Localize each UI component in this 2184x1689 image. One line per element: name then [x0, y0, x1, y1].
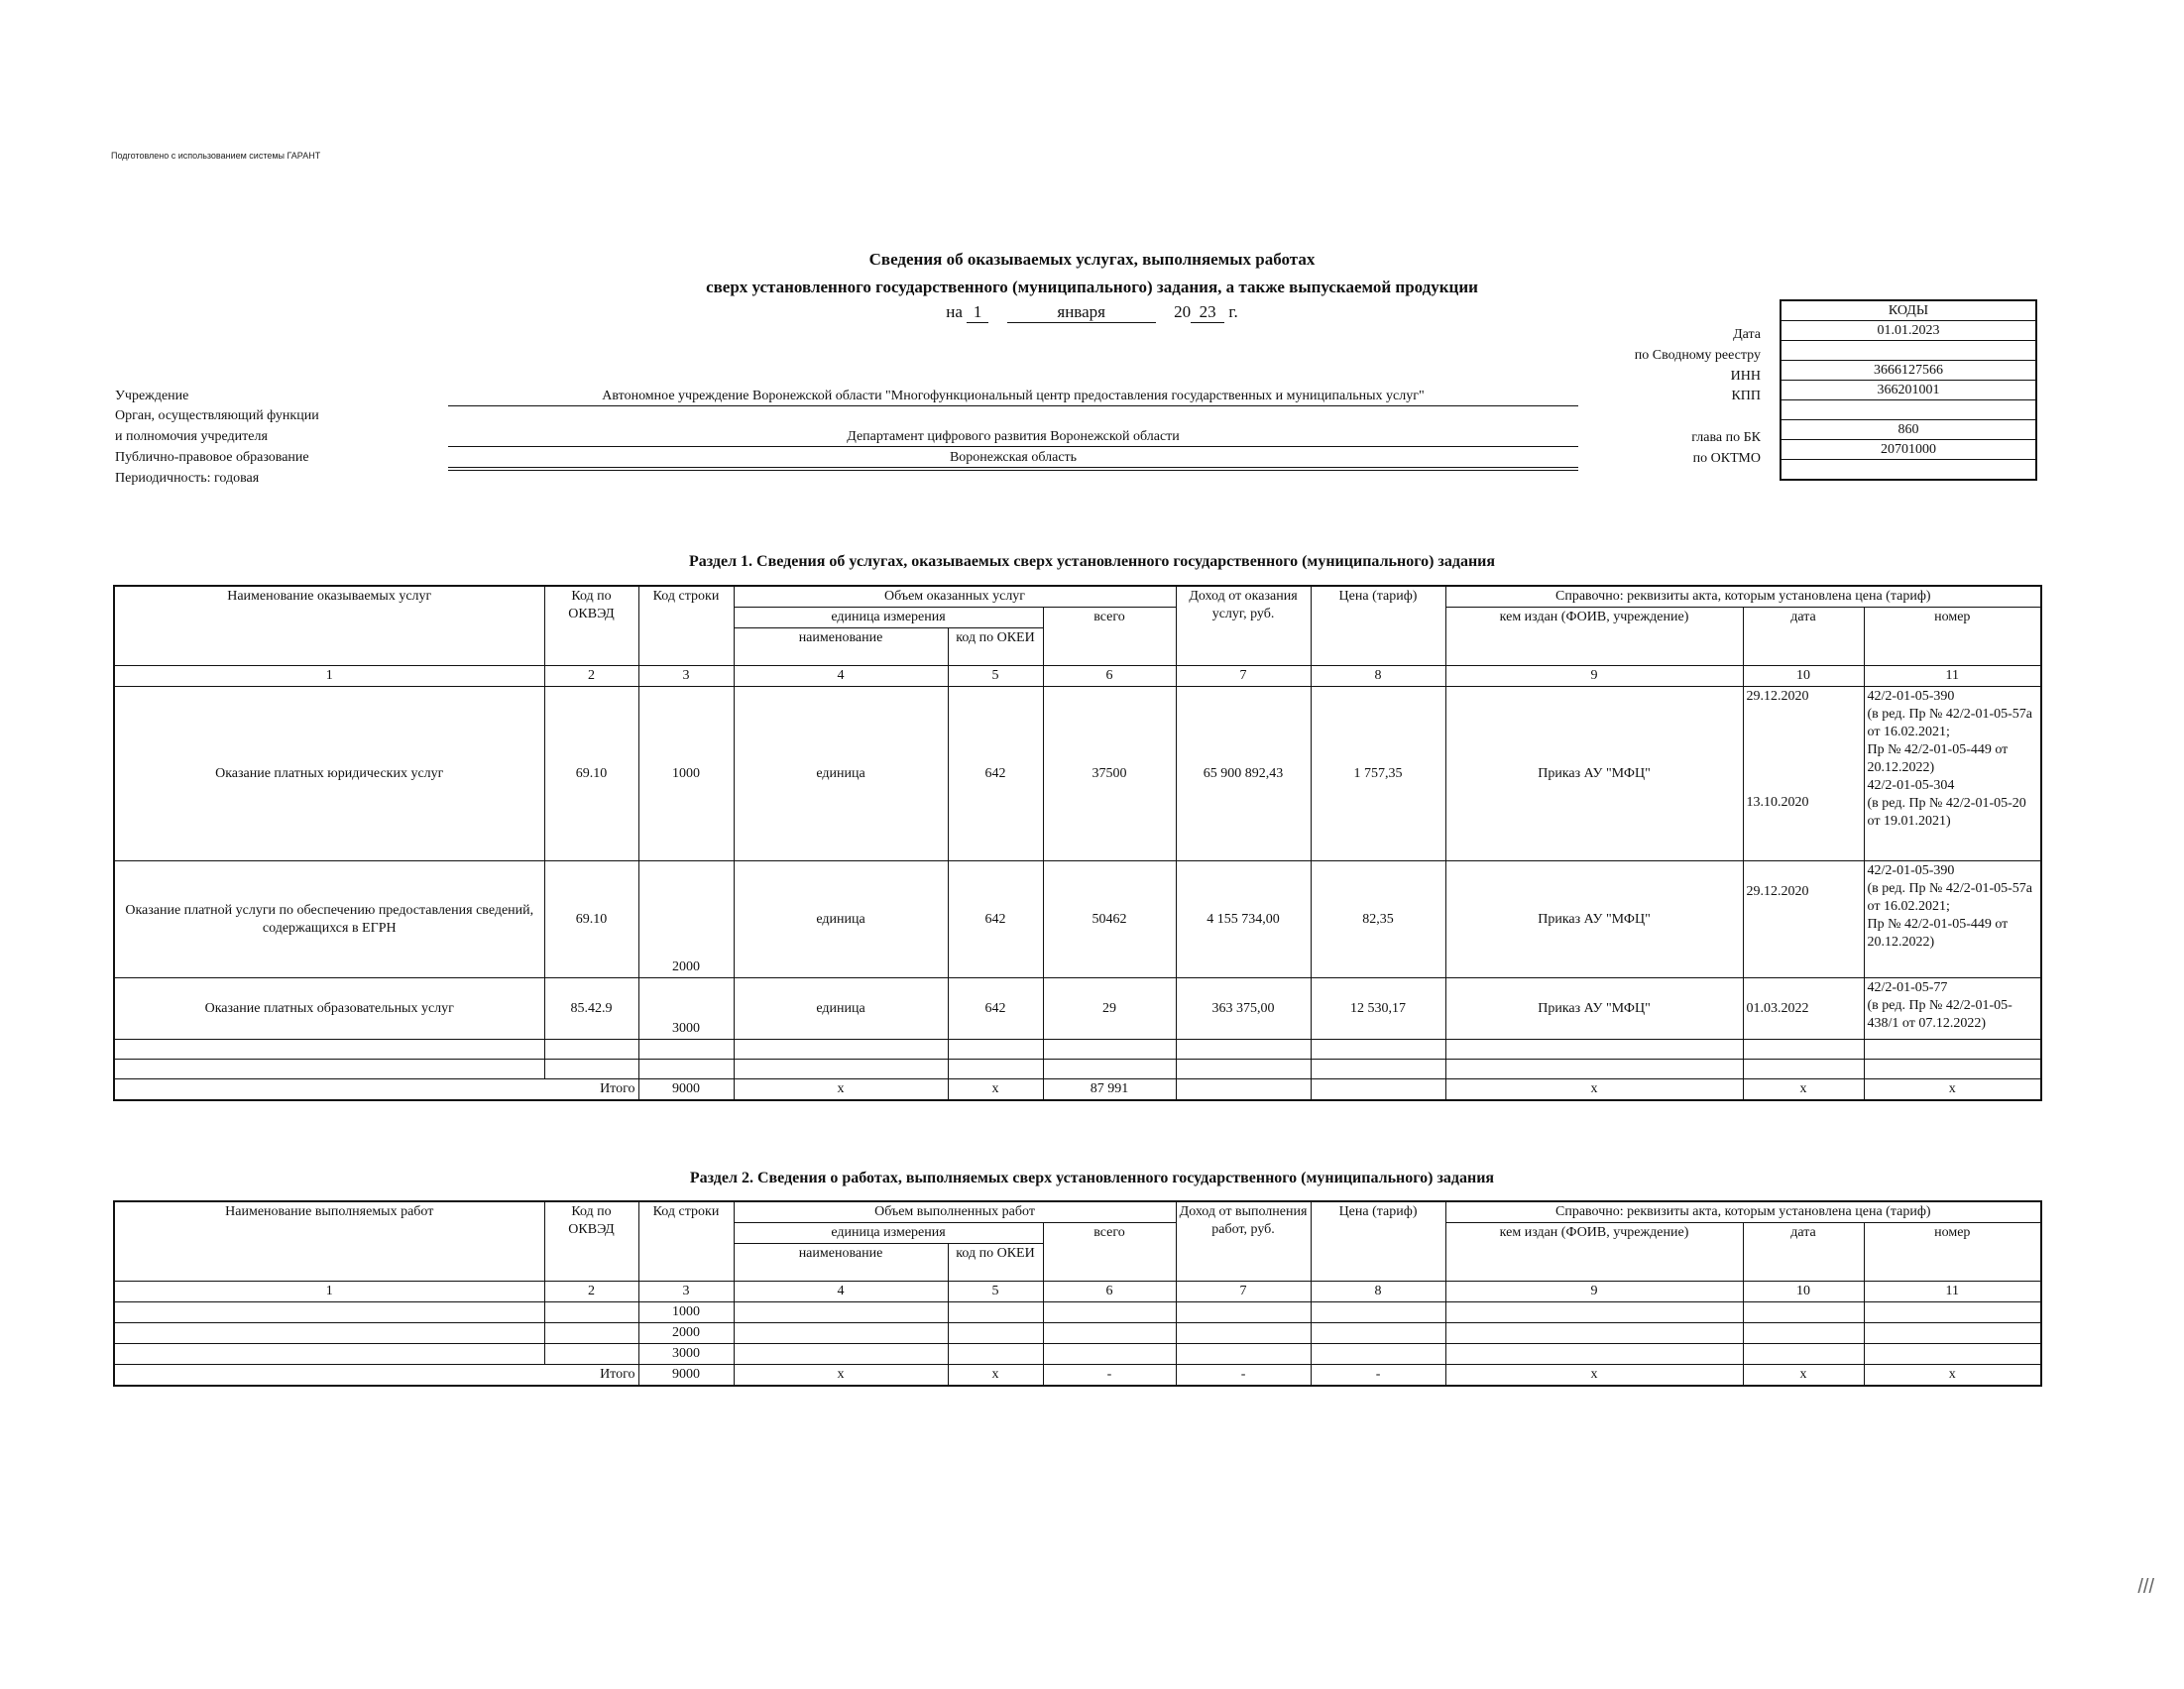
- s1-total-unit: х: [734, 1079, 948, 1101]
- organ-label-1: Орган, осуществляющий функции: [115, 408, 319, 423]
- s1-row2-price: 82,35: [1311, 861, 1445, 978]
- doc-title-line1: Сведения об оказываемых услугах, выполняемых работах: [868, 250, 1316, 269]
- s2-row2-code: 2000: [638, 1323, 734, 1344]
- bk-label: глава по БК: [1691, 430, 1761, 445]
- code-bk: 860: [1781, 420, 2036, 440]
- s2-total-issuer: х: [1445, 1365, 1743, 1387]
- s1-row1-number: 42/2-01-05-390 (в ред. Пр № 42/2-01-05-57а от 16.02.2021; Пр № 42/2-01-05-449 от 20.12.2022) 42/2-01-05-304 (в ред. Пр № 42/2-01-05-20 от 19.01.2021): [1864, 687, 2041, 861]
- s2-num: 11: [1864, 1282, 2041, 1302]
- s1-total-row: [114, 1079, 2041, 1101]
- s1-row2-number: 42/2-01-05-390 (в ред. Пр № 42/2-01-05-57а от 16.02.2021; Пр № 42/2-01-05-449 от 20.12.2022): [1864, 861, 2041, 978]
- s2-total-price: -: [1311, 1365, 1445, 1387]
- s1-num: 5: [948, 666, 1043, 687]
- codes-table: [1780, 299, 2037, 481]
- s2-num: 10: [1743, 1282, 1864, 1302]
- s2-num: 1: [114, 1282, 544, 1302]
- s2-total-unit: х: [734, 1365, 948, 1387]
- garant-note: Подготовлено с использованием системы ГАРАНТ: [111, 151, 321, 161]
- s1-row3-number: 42/2-01-05-77 (в ред. Пр № 42/2-01-05-438/1 от 07.12.2022): [1864, 978, 2041, 1040]
- s2-col-numbers: [114, 1282, 2041, 1302]
- blank-underline: [448, 469, 1578, 471]
- s1-row1-date1: 29.12.2020: [1746, 689, 1809, 704]
- s2-total-total: -: [1043, 1365, 1176, 1387]
- s1-h-issuer: кем издан (ФОИВ, учреждение): [1445, 608, 1743, 666]
- s1-row2-okei: 642: [948, 861, 1043, 978]
- s1-num: 8: [1311, 666, 1445, 687]
- s1-row3-okved: 85.42.9: [544, 978, 638, 1040]
- s1-h-okei: код по ОКЕИ: [948, 628, 1043, 666]
- table-row-empty: [114, 1040, 2041, 1060]
- codes-head: КОДЫ: [1781, 300, 2036, 321]
- s2-h-number: номер: [1864, 1223, 2041, 1282]
- table-row: [114, 687, 2041, 861]
- table-row: [114, 1302, 2041, 1323]
- s1-num: 6: [1043, 666, 1176, 687]
- s1-total-price: [1311, 1079, 1445, 1101]
- s1-row3-issuer: Приказ АУ "МФЦ": [1445, 978, 1743, 1040]
- date-year-prefix: 20: [1174, 302, 1192, 321]
- date-prefix: на: [946, 302, 963, 321]
- s2-h-income: Доход от выполнения работ, руб.: [1176, 1201, 1311, 1282]
- s1-row2-income: 4 155 734,00: [1176, 861, 1311, 978]
- s1-row2-total: 50462: [1043, 861, 1176, 978]
- s1-row2-unit: единица: [734, 861, 948, 978]
- s1-h-unit: единица измерения: [734, 608, 1043, 628]
- table-row: [114, 1344, 2041, 1365]
- inn-label: ИНН: [1730, 369, 1761, 384]
- s1-total-issuer: х: [1445, 1079, 1743, 1101]
- table-row: [114, 1323, 2041, 1344]
- s1-total-date: х: [1743, 1079, 1864, 1101]
- s1-num: 9: [1445, 666, 1743, 687]
- s1-row2-code: 2000: [638, 861, 734, 978]
- s1-h-number: номер: [1864, 608, 2041, 666]
- date-year-unit: г.: [1228, 302, 1238, 321]
- s1-row3-price: 12 530,17: [1311, 978, 1445, 1040]
- organ-label-2: и полномочия учредителя: [115, 429, 268, 444]
- section1-table: [113, 585, 2042, 1101]
- s2-h-total: всего: [1043, 1223, 1176, 1282]
- s2-num: 8: [1311, 1282, 1445, 1302]
- s2-h-code: Код строки: [638, 1201, 734, 1282]
- s1-num: 3: [638, 666, 734, 687]
- s1-row3-code: 3000: [638, 978, 734, 1040]
- s1-row1-income: 65 900 892,43: [1176, 687, 1311, 861]
- s2-total-code: 9000: [638, 1365, 734, 1387]
- s1-num: 7: [1176, 666, 1311, 687]
- period-label: Периодичность: годовая: [115, 471, 260, 486]
- s1-row3-unit: единица: [734, 978, 948, 1040]
- s1-h-code: Код строки: [638, 586, 734, 666]
- s1-h-income: Доход от оказания услуг, руб.: [1176, 586, 1311, 666]
- s1-header-row-1: [114, 586, 2041, 608]
- ppo-label: Публично-правовое образование: [115, 450, 309, 465]
- date-month: января: [1007, 302, 1156, 323]
- s1-row1-price: 1 757,35: [1311, 687, 1445, 861]
- ppo-value: Воронежская область: [448, 450, 1578, 468]
- doc-title-line2: сверх установленного государственного (муниципального) задания, а также выпускаемой продукции: [706, 278, 1478, 296]
- s1-total-label: Итого: [114, 1079, 638, 1101]
- code-oktmo: 20701000: [1781, 440, 2036, 460]
- s2-h-ref: Справочно: реквизиты акта, которым установлена цена (тариф): [1445, 1201, 2041, 1223]
- s1-row2-date: 29.12.2020: [1743, 861, 1864, 978]
- s2-h-unit: единица измерения: [734, 1223, 1043, 1244]
- s1-row1-total: 37500: [1043, 687, 1176, 861]
- s2-num: 4: [734, 1282, 948, 1302]
- s2-h-date: дата: [1743, 1223, 1864, 1282]
- code-kpp: 366201001: [1781, 381, 2036, 400]
- s2-h-okei: код по ОКЕИ: [948, 1244, 1043, 1282]
- s1-row1-issuer: Приказ АУ "МФЦ": [1445, 687, 1743, 861]
- s1-row1-okved: 69.10: [544, 687, 638, 861]
- code-empty: [1781, 400, 2036, 420]
- code-reestr: [1781, 341, 2036, 361]
- s1-h-name: Наименование оказываемых услуг: [114, 586, 544, 666]
- s2-total-date: х: [1743, 1365, 1864, 1387]
- s1-row2-okved: 69.10: [544, 861, 638, 978]
- s2-total-label: Итого: [114, 1365, 638, 1387]
- code-date: 01.01.2023: [1781, 321, 2036, 341]
- table-row: [114, 861, 2041, 978]
- s1-row1-code: 1000: [638, 687, 734, 861]
- s1-row1-okei: 642: [948, 687, 1043, 861]
- s1-h-price: Цена (тариф): [1311, 586, 1445, 666]
- s1-row3-name: Оказание платных образовательных услуг: [114, 978, 544, 1040]
- s1-num: 11: [1864, 666, 2041, 687]
- s1-h-okved: Код по ОКВЭД: [544, 586, 638, 666]
- s2-num: 6: [1043, 1282, 1176, 1302]
- oktmo-label: по ОКТМО: [1692, 451, 1761, 466]
- section2-title: Раздел 2. Сведения о работах, выполняемых сверх установленного государственного (муниципального) задания: [689, 1170, 1495, 1186]
- section2-table: [113, 1200, 2042, 1387]
- s2-row1-code: 1000: [638, 1302, 734, 1323]
- s1-row2-name: Оказание платной услуги по обеспечению предоставления сведений, содержащихся в ЕГРН: [114, 861, 544, 978]
- section1-title: Раздел 1. Сведения об услугах, оказываемых сверх установленного государственного (муниципального) задания: [688, 553, 1496, 570]
- s2-h-name: Наименование выполняемых работ: [114, 1201, 544, 1282]
- s2-header-row-1: [114, 1201, 2041, 1223]
- s2-num: 3: [638, 1282, 734, 1302]
- s2-h-volume: Объем выполненных работ: [734, 1201, 1176, 1223]
- s1-row2-issuer: Приказ АУ "МФЦ": [1445, 861, 1743, 978]
- s2-total-income: -: [1176, 1365, 1311, 1387]
- s2-h-unit-name: наименование: [734, 1244, 948, 1282]
- s2-row3-code: 3000: [638, 1344, 734, 1365]
- code-inn: 3666127566: [1781, 361, 2036, 381]
- inst-label: Учреждение: [115, 389, 189, 403]
- s1-h-date: дата: [1743, 608, 1864, 666]
- s2-h-issuer: кем издан (ФОИВ, учреждение): [1445, 1223, 1743, 1282]
- date-label: Дата: [1733, 327, 1761, 342]
- s2-h-price: Цена (тариф): [1311, 1201, 1445, 1282]
- s2-num: 5: [948, 1282, 1043, 1302]
- s1-col-numbers: [114, 666, 2041, 687]
- s1-num: 1: [114, 666, 544, 687]
- s1-total-okei: х: [948, 1079, 1043, 1101]
- s1-row3-total: 29: [1043, 978, 1176, 1040]
- s1-total-total: 87 991: [1043, 1079, 1176, 1101]
- code-empty-2: [1781, 460, 2036, 481]
- s2-total-row: [114, 1365, 2041, 1387]
- s1-num: 4: [734, 666, 948, 687]
- s1-row3-income: 363 375,00: [1176, 978, 1311, 1040]
- s1-row1-unit: единица: [734, 687, 948, 861]
- s1-h-unit-name: наименование: [734, 628, 948, 666]
- kpp-label: КПП: [1731, 389, 1761, 403]
- s1-h-volume: Объем оказанных услуг: [734, 586, 1176, 608]
- s1-h-total: всего: [1043, 608, 1176, 666]
- s1-row1-date2: 13.10.2020: [1746, 795, 1809, 810]
- s2-num: 7: [1176, 1282, 1311, 1302]
- s1-total-code: 9000: [638, 1079, 734, 1101]
- s2-h-okved: Код по ОКВЭД: [544, 1201, 638, 1282]
- inst-value: Автономное учреждение Воронежской области "Многофункциональный центр предоставления государственных и муниципальных услуг": [448, 389, 1578, 406]
- s1-total-income: [1176, 1079, 1311, 1101]
- s2-total-okei: х: [948, 1365, 1043, 1387]
- table-row-empty: [114, 1060, 2041, 1079]
- s2-num: 9: [1445, 1282, 1743, 1302]
- s1-row1-dates: [1743, 687, 1864, 861]
- table-row: [114, 978, 2041, 1040]
- s1-num: 10: [1743, 666, 1864, 687]
- reestr-label: по Сводному реестру: [1634, 348, 1761, 363]
- s1-row3-date: 01.03.2022: [1743, 978, 1864, 1040]
- s1-row1-name: Оказание платных юридических услуг: [114, 687, 544, 861]
- s2-total-number: х: [1864, 1365, 2041, 1387]
- s1-num: 2: [544, 666, 638, 687]
- s1-row3-okei: 642: [948, 978, 1043, 1040]
- s2-num: 2: [544, 1282, 638, 1302]
- date-day: 1: [967, 302, 988, 323]
- corner-mark: ///: [2137, 1576, 2154, 1598]
- s1-h-ref: Справочно: реквизиты акта, которым установлена цена (тариф): [1445, 586, 2041, 608]
- date-year-suffix: 23: [1191, 302, 1224, 323]
- organ-value: Департамент цифрового развития Воронежской области: [448, 429, 1578, 447]
- s1-total-number: х: [1864, 1079, 2041, 1101]
